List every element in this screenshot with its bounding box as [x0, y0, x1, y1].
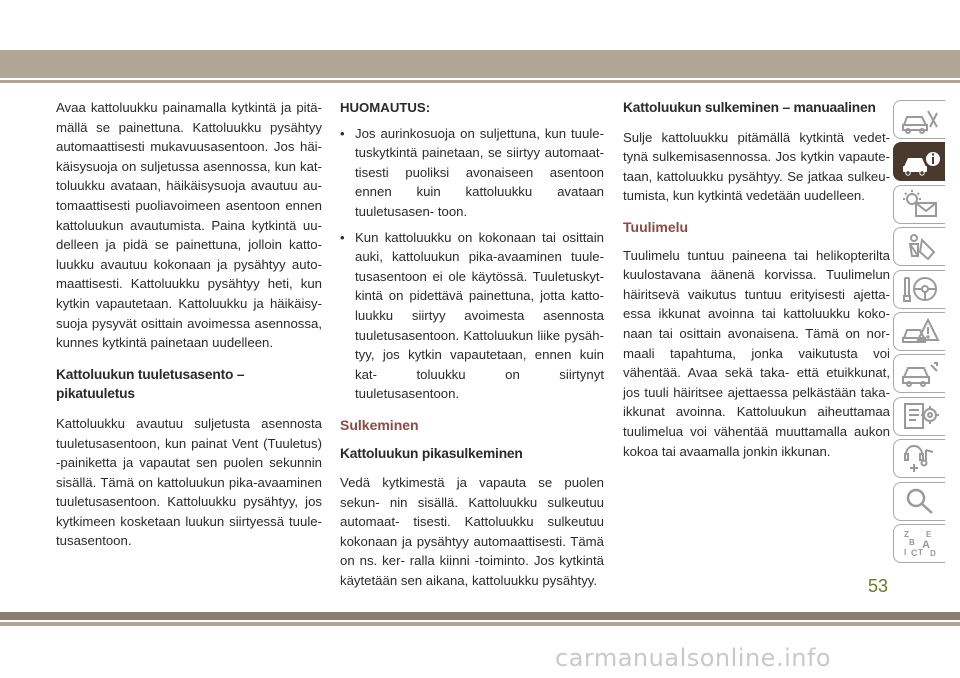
tab-multimedia[interactable] [893, 439, 945, 478]
svg-text:A: A [921, 539, 930, 552]
multimedia-icon [900, 444, 940, 474]
magnifier-icon [900, 486, 940, 516]
svg-text:Z: Z [903, 530, 909, 540]
heading-vent: Kattoluukun tuuletusasento – pikatuuletus [56, 366, 245, 402]
car-wrench-icon [900, 359, 940, 389]
top-band [0, 50, 960, 78]
tab-checklist-gear[interactable] [893, 397, 945, 436]
heading-manual-close: Kattoluukun sulkeminen – manuaalinen [623, 100, 876, 115]
tab-car-hazard[interactable] [893, 312, 945, 351]
car-hazard-icon [900, 316, 940, 346]
note-bullet-2: • Kun kattoluukku on kokonaan tai osittain auki, kattoluukun pika-avaaminen tuule- tusasentoon ei ole käytössä. Tuuletuskyt- kintä on pidettävä painettuna, jotta katto- luukku siirtyy avoimesta asennosta tuuletusasentoon. Kattoluukun liike pysäh- tyy, jos kytkin vapautetaan, ennen kuin kat- toluukku on siirtynyt tuuletusasentoon. [340, 228, 604, 404]
column-middle [340, 98, 604, 591]
note-bullet-1: • Jos aurinkosuoja on suljettuna, kun tuule- tuskytkintä painetaan, se siirtyy automaat- tisesti puoliksi avonaiseen asentoon ennen kuin kattoluukku avataan tuuletusasen- toon. [340, 124, 604, 222]
top-band-line [0, 80, 960, 83]
svg-text:B: B [908, 538, 915, 548]
vent-paragraph: Kattoluukku avautuu suljetusta asennosta tuuletusasentoon, kun painat Vent (Tuuletus) -painiketta ja vapautat sen puolen sekunnin sisällä. Tämä on kattoluukun pika-avaaminen tuuletusasentoon. Kattoluukku pysähtyy, jos kytkimeen kosketaan luukun siirtyessä tuule- tusasentoon. [56, 415, 322, 549]
intro-paragraph: Avaa kattoluukku painamalla kytkintä ja pitä- mällä se painettuna. Kattoluukku pysähtyy automaattisesti mukavuusasentoon. Jos häi- käisysuoja on suljetussa asennossa, kun kat- toluukku avataan, häikäisysuoja avautuu au- tomaattisesti puoliavoimeen asentoon ennen kattoluukun avautumista. Paina kytkintä uu- delleen ja pidä se painettuna, jolloin katto- luukku avautuu kokonaan ja pysähtyy auto- maattisesti. Kattoluukku pysähtyy heti, kun kytkin vapautetaan. Kattoluukku ja häikäisy- suoja pysyvät osittain avoimessa asennossa, kunnes kytkintä painetaan uudelleen. [56, 100, 322, 351]
tab-search[interactable] [893, 482, 945, 521]
svg-text:I: I [903, 548, 906, 558]
tab-airbag-seatbelt[interactable] [893, 227, 945, 266]
alphabet-index-icon [900, 528, 940, 558]
car-info-icon [900, 147, 940, 177]
section-wind: Tuulimelu [623, 218, 689, 235]
tab-car-wrench[interactable] [893, 354, 945, 393]
page-number: 53 [868, 576, 889, 596]
steering-key-icon [900, 274, 940, 304]
watermark: carmanualsonline.info [555, 644, 832, 672]
tab-car-info[interactable] [893, 142, 945, 181]
manual-close-paragraph: Sulje kattoluukku pitämällä kytkintä vedet- tynä sulkemisasennossa. Jos kytkin vapaute- taan, kattoluukku pysähtyy. Se jatkaa sulkeu- tumista, kun kytkintä vedetään uudelleen. [623, 129, 890, 204]
bottom-band-line [0, 622, 960, 626]
chapter-tabs [893, 100, 945, 566]
warning-lights-message-icon [900, 189, 940, 219]
svg-text:E: E [925, 530, 931, 540]
tab-alphabet-index[interactable] [893, 524, 945, 563]
svg-text:D: D [929, 549, 936, 559]
tab-steering-key[interactable] [893, 270, 945, 309]
bottom-band [0, 612, 960, 620]
wind-paragraph: Tuulimelu tuntuu paineena tai helikopteriltа kuulostavana äänenä korvissa. Tuulimelun häiritsevä vaikutus tuntuu erityisesti ajetta- essa ikkunat avoinna tai kattoluukku koko- naan tai osittain avonaisena. Tämä on nor- maali tapahtuma, jonka vaikutusta voi vähentää. Avaa sekä taka- että etuikkunat, jos tuuli häiritsee ajettaessa pelkästään taka- ikkunat avoinna. Kattoluukun aiheuttamaa tuulimelua voi vähentää muuttamalla aukon kokoa tai avaamalla jonkin ikkunan. [623, 247, 890, 459]
quick-close-paragraph: Vedä kytkimestä ja vapauta se puolen sekun- nin sisällä. Kattoluukku sulkeutuu automaat- tisesti. Kattoluukku sulkeutuu kokonaan ja pysähtyy automaattisesti. Tämä on ns. ker- ralla kiinni -toiminto. Jos kytkintä käytetään sen aikana, kattoluukku pysähtyy. [340, 475, 604, 589]
column-right [623, 98, 890, 461]
airbag-seatbelt-icon [900, 232, 940, 262]
svg-text:C: C [910, 548, 917, 559]
tab-car-tools[interactable] [893, 100, 945, 139]
note-title: HUOMAUTUS: [340, 100, 431, 115]
section-closing: Sulkeminen [340, 416, 419, 433]
checklist-gear-icon [900, 401, 940, 431]
tab-warning-lights[interactable] [893, 185, 945, 224]
column-left [56, 98, 322, 551]
svg-text:T: T [917, 548, 923, 558]
heading-quick-close: Kattoluukun pikasulkeminen [340, 445, 523, 461]
car-tools-icon [900, 105, 940, 135]
